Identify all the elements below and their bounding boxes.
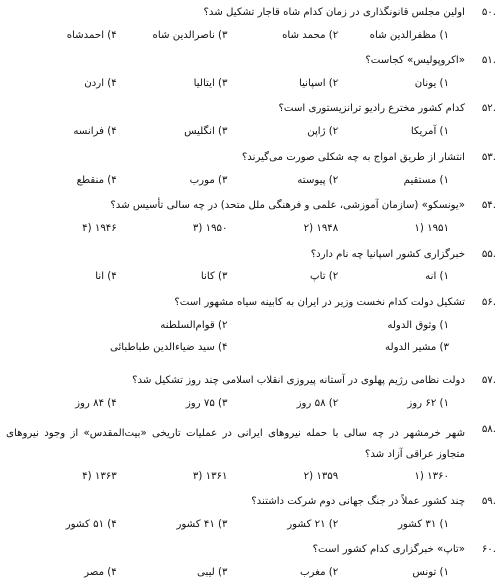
question-number: ۵۲. xyxy=(481,103,496,114)
option-4[interactable]: ۴) ۱۹۴۶ xyxy=(82,223,117,234)
question-text: «اکروپولیس» کجاست؟ xyxy=(365,55,465,66)
option-4[interactable]: ۴) اردن xyxy=(84,78,117,89)
question-text: «تاپ» خبرگزاری کدام کشور است؟ xyxy=(312,544,465,555)
options-row xyxy=(6,222,449,236)
options-row xyxy=(6,174,449,188)
question-number: ۵۰. xyxy=(481,7,496,18)
option-4[interactable]: ۴) ۸۴ روز xyxy=(75,398,117,409)
option-2[interactable]: ۲) تاپ xyxy=(310,271,339,282)
options-row xyxy=(6,29,449,43)
options-row xyxy=(6,270,449,284)
question-text: اولین مجلس قانونگذاری در زمان کدام شاه قاجار تشکیل شد؟ xyxy=(203,7,465,18)
option-4[interactable]: ۴) ۱۳۶۳ xyxy=(82,471,117,482)
question-number: ۵۸. xyxy=(481,424,496,435)
option-2[interactable]: ۲) ۵۸ روز xyxy=(296,398,339,409)
option-2[interactable]: ۲) محمد شاه xyxy=(282,30,339,41)
question-text: دولت نظامی رژیم پهلوی در آستانه پیروزی انقلاب اسلامی چند روز تشکیل شد؟ xyxy=(132,375,465,386)
options-row xyxy=(6,518,449,532)
option-2[interactable]: ۲) اسپانیا xyxy=(298,78,339,89)
options-row xyxy=(6,77,449,91)
question-text: تشکیل دولت کدام نخست وزیر در ایران به کابینه سیاه مشهور است؟ xyxy=(174,297,465,308)
options-row xyxy=(6,566,449,580)
option-3[interactable]: ۳) ۴۱ کشور xyxy=(176,519,228,530)
option-2[interactable]: ۲) پیوسته xyxy=(297,175,339,186)
option-4[interactable]: ۴) مصر xyxy=(84,567,117,578)
option-1[interactable]: ۱) مستقیم xyxy=(403,175,449,186)
option-1[interactable]: ۱) وثوق الدوله xyxy=(387,320,449,331)
option-2[interactable]: ۲) مغرب xyxy=(299,567,339,578)
option-2[interactable]: ۲) ۲۱ کشور xyxy=(287,519,339,530)
question-number: ۵۹. xyxy=(481,496,496,507)
option-3[interactable]: ۳) ایتالیا xyxy=(193,78,228,89)
question-number: ۵۳. xyxy=(481,152,496,163)
option-4[interactable]: ۴) ۵۱ کشور xyxy=(65,519,117,530)
options-row xyxy=(6,319,449,333)
option-3[interactable]: ۳) ۱۳۶۱ xyxy=(192,471,228,482)
question-number: ۵۴. xyxy=(481,200,496,211)
question-text: چند کشور عملاً در جنگ جهانی دوم شرکت داشتند؟ xyxy=(251,496,465,507)
option-4[interactable]: ۴) فرانسه xyxy=(73,126,117,137)
option-3[interactable]: ۳) ۱۹۵۰ xyxy=(192,223,228,234)
option-4[interactable]: ۴) منقطع xyxy=(76,175,117,186)
options-row xyxy=(6,125,449,139)
option-2[interactable]: ۲) ۱۳۵۹ xyxy=(303,471,339,482)
option-1[interactable]: ۱) ۳۱ کشور xyxy=(397,519,449,530)
option-1[interactable]: ۱) آمریکا xyxy=(410,126,449,137)
question-number: ۵۵. xyxy=(481,249,496,260)
option-3[interactable]: ۳) مشیر الدوله xyxy=(385,342,449,353)
option-2[interactable]: ۲) ۱۹۴۸ xyxy=(303,223,339,234)
question-number: ۵۷. xyxy=(481,375,496,386)
question-number: ۵۶. xyxy=(481,297,496,308)
option-3[interactable]: ۳) ناصرالدین شاه xyxy=(152,30,228,41)
option-1[interactable]: ۱) ۱۹۵۱ xyxy=(414,223,449,234)
question-text: کدام کشور مخترع رادیو ترانزیستوری است؟ xyxy=(278,103,465,114)
option-2[interactable]: ۲) قوام‌السلطنه xyxy=(160,320,228,331)
question-number: ۶۰. xyxy=(481,544,496,555)
option-3[interactable]: ۳) لیبی xyxy=(197,567,228,578)
option-2[interactable]: ۲) ژاپن xyxy=(307,126,339,137)
option-3[interactable]: ۳) ۷۵ روز xyxy=(185,398,228,409)
option-1[interactable]: ۱) انه xyxy=(425,271,449,282)
option-3[interactable]: ۳) انگلیس xyxy=(184,126,228,137)
option-1[interactable]: ۱) تونس xyxy=(412,567,449,578)
question-text: خبرگزاری کشور اسپانیا چه نام دارد؟ xyxy=(310,249,465,260)
option-1[interactable]: ۱) ۱۳۶۰ xyxy=(414,471,449,482)
option-4[interactable]: ۴) سید ضیاءالدین طباطبائی xyxy=(109,342,228,353)
question-text: انتشار از طریق امواج به چه شکلی صورت می‌گیرند؟ xyxy=(241,152,465,163)
options-row xyxy=(6,341,449,355)
question-text: «یونسکو» (سازمان آموزشی، علمی و فرهنگی ملل متحد) در چه سالی تأسیس شد؟ xyxy=(110,200,465,211)
options-row xyxy=(6,397,449,411)
options-row xyxy=(6,470,449,484)
option-4[interactable]: ۴) انا xyxy=(95,271,117,282)
option-1[interactable]: ۱) ۶۲ روز xyxy=(407,398,449,409)
option-1[interactable]: ۱) یونان xyxy=(414,78,449,89)
option-3[interactable]: ۳) کانا xyxy=(200,271,228,282)
option-4[interactable]: ۴) احمدشاه xyxy=(66,30,117,41)
option-3[interactable]: ۳) مورب xyxy=(189,175,228,186)
question-number: ۵۱. xyxy=(481,55,496,66)
option-1[interactable]: ۱) مظفرالدین شاه xyxy=(369,30,449,41)
question-text: شهر خرمشهر در چه سالی با حمله نیروهای ایرانی در عملیات تاریخی «بیت‌المقدس» از وجود نیروهای متجاوز عراقی آزاد شد؟ xyxy=(6,428,465,460)
